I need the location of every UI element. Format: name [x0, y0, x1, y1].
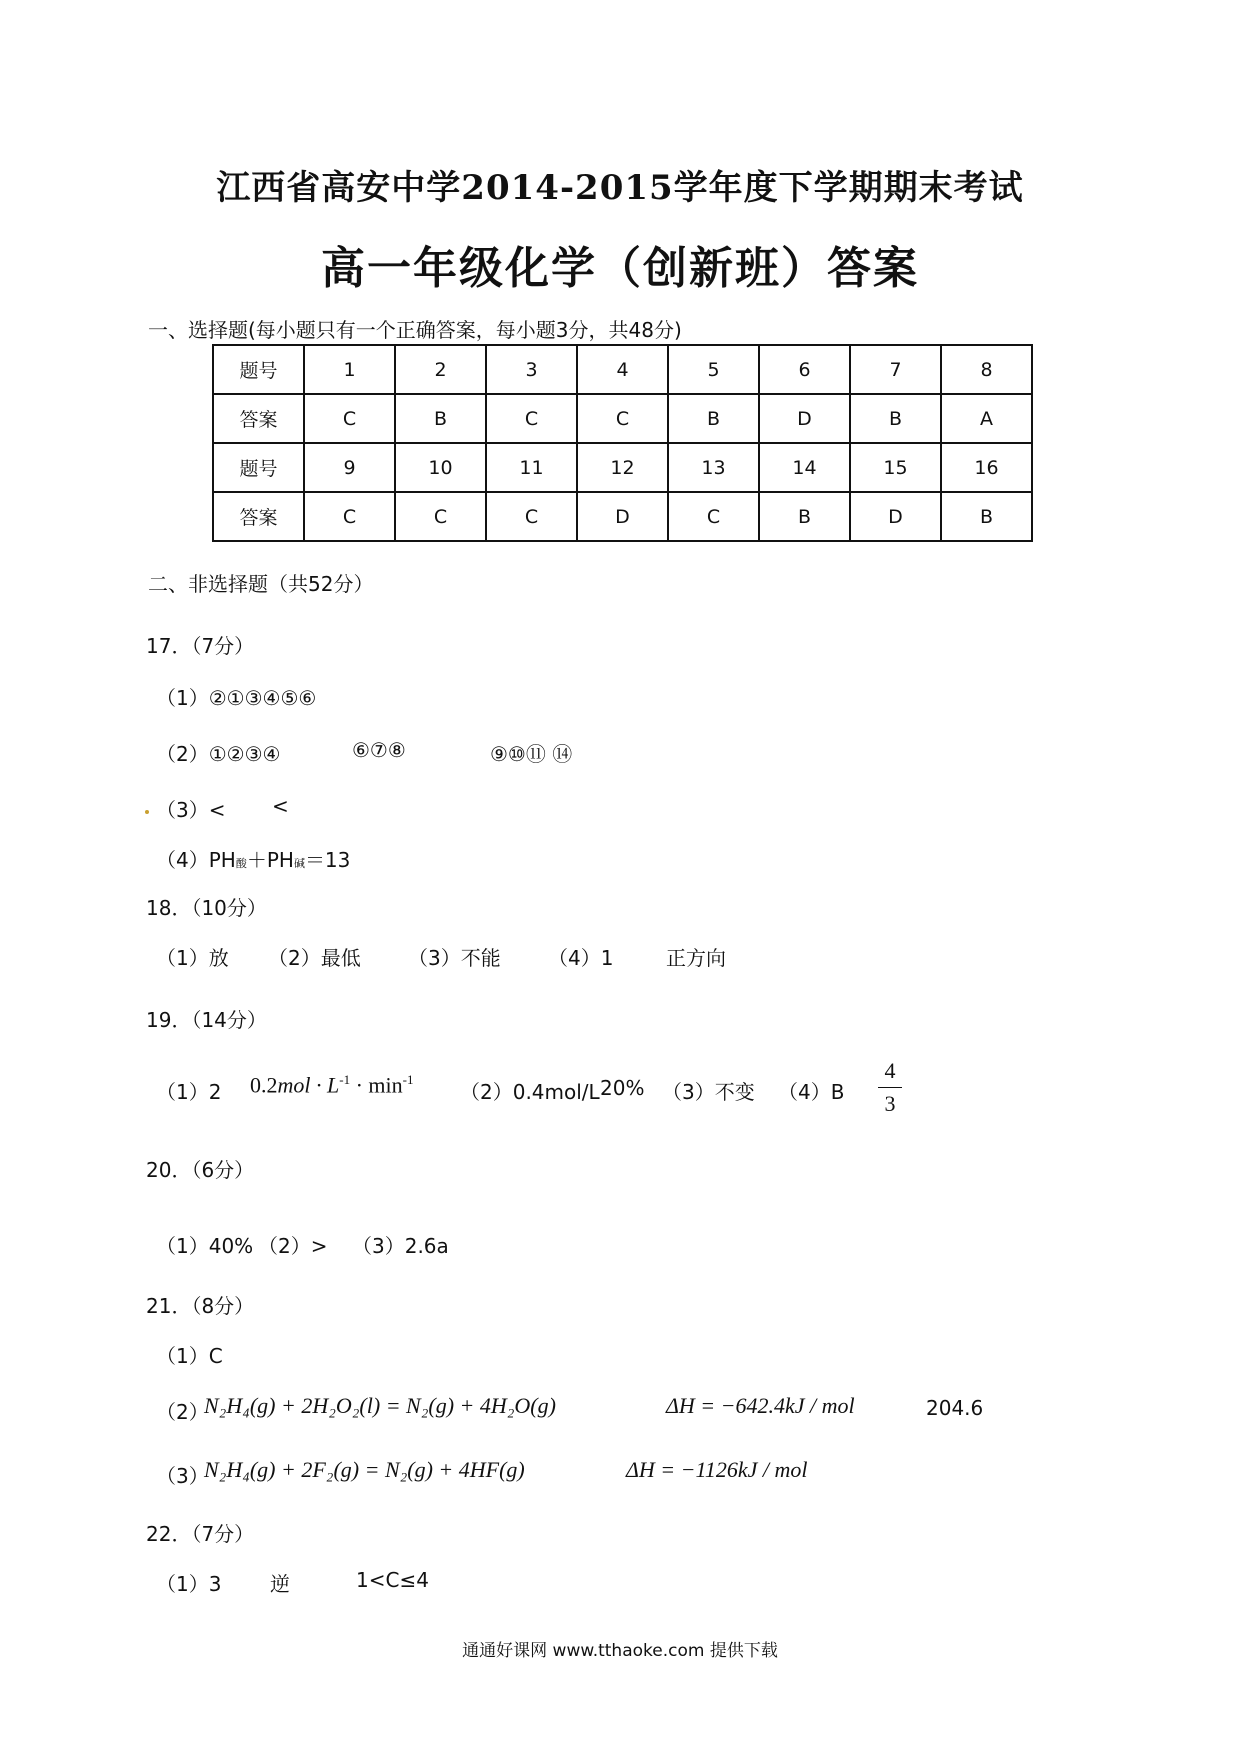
answer-table-cell: C: [304, 492, 395, 541]
q22-part1: （1）3: [156, 1572, 222, 1596]
answer-table-cell: C: [395, 492, 486, 541]
answer-table-row-header: 题号: [213, 345, 304, 394]
answer-table-row: [213, 492, 1032, 541]
stray-dot: [145, 810, 149, 814]
q20-header: 20．（6分）: [146, 1158, 255, 1182]
q21-part3-enthalpy: ΔH = −1126kJ / mol: [626, 1457, 808, 1482]
answer-table-cell: C: [304, 394, 395, 443]
q17-part4: [156, 844, 350, 873]
q21-part2-equation: N₂H₄(g) + 2H₂O₂(l) = N₂(g) + 4H₂O(g): [204, 1393, 556, 1418]
answer-table-cell: B: [941, 492, 1032, 541]
q21-part2-enthalpy: ΔH = −642.4kJ / mol: [666, 1393, 855, 1418]
q21-part3-equation: N₂H₄(g) + 2F₂(g) = N₂(g) + 4HF(g): [204, 1457, 525, 1482]
footer-source: 通通好课网 www.tthaoke.com 提供下载: [462, 1641, 778, 1661]
answer-table: [212, 344, 1033, 542]
answer-table-cell: 5: [668, 345, 759, 394]
q19-fraction-bar: [878, 1087, 902, 1088]
q19-rate: [250, 1072, 414, 1098]
q17-part3a: （3）<: [156, 798, 226, 822]
section2-heading: 二、非选择题（共52分）: [148, 572, 374, 596]
answer-table-cell: 11: [486, 443, 577, 492]
answer-table-cell: B: [850, 394, 941, 443]
answer-table-cell: C: [486, 394, 577, 443]
q19-part2-percent: 20%: [600, 1076, 645, 1100]
answer-table-cell: 4: [577, 345, 668, 394]
q20-part2: （2）>: [258, 1234, 328, 1258]
q21-part2-value: 204.6: [926, 1396, 984, 1420]
q17-part2b: ⑥⑦⑧: [352, 738, 406, 762]
answer-table-cell: B: [759, 492, 850, 541]
answer-table-cell: 15: [850, 443, 941, 492]
q17-part2a: （2）①②③④: [156, 742, 281, 766]
answer-table-cell: 16: [941, 443, 1032, 492]
q18-part1: （1）放: [156, 946, 229, 970]
answer-table-row-header: 答案: [213, 492, 304, 541]
answer-table-cell: D: [577, 492, 668, 541]
answer-table-cell: 12: [577, 443, 668, 492]
q21-header: 21．（8分）: [146, 1294, 255, 1318]
answer-table-row: [213, 394, 1032, 443]
answer-table-cell: 2: [395, 345, 486, 394]
q18-part4: （4）1: [548, 946, 614, 970]
answer-table-cell: D: [850, 492, 941, 541]
answer-table-cell: 7: [850, 345, 941, 394]
q19-rate-unit: mol · L: [277, 1072, 340, 1098]
answer-table-cell: C: [577, 394, 668, 443]
q19-rate-exp2: -1: [402, 1072, 414, 1087]
q21-part3-label: （3）: [156, 1464, 209, 1488]
q17-header: 17．（7分）: [146, 634, 255, 658]
page-title: 江西省高安中学2014-2015学年度下学期期末考试: [216, 168, 1024, 208]
q17-part2c: ⑨⑩⑪ ⑭: [490, 742, 573, 766]
answer-table-cell: 10: [395, 443, 486, 492]
answer-table-cell: C: [486, 492, 577, 541]
q19-header: 19．（14分）: [146, 1008, 267, 1032]
answer-table-cell: 6: [759, 345, 850, 394]
q17-part4-ph: （4）PH: [156, 848, 236, 872]
q18-header: 18．（10分）: [146, 896, 267, 920]
answer-table-cell: D: [759, 394, 850, 443]
q19-fraction-numerator: 4: [884, 1058, 896, 1083]
q21-part2-label: （2）: [156, 1400, 209, 1424]
q17-part4-sub-base: 碱: [293, 857, 305, 870]
q18-part3: （3）不能: [408, 946, 501, 970]
answer-table-cell: B: [395, 394, 486, 443]
q21-part1: （1）C: [156, 1344, 223, 1368]
q19-rate-exp: -1: [339, 1072, 351, 1087]
answer-table-cell: 8: [941, 345, 1032, 394]
answer-table-row: [213, 345, 1032, 394]
q19-rate-value: 0.2: [250, 1072, 278, 1098]
answer-table-cell: 3: [486, 345, 577, 394]
answer-table-cell: A: [941, 394, 1032, 443]
q18-part2: （2）最低: [268, 946, 361, 970]
q17-part4-end: ＝13: [304, 848, 351, 872]
answer-table-cell: 9: [304, 443, 395, 492]
q17-part3b: <: [272, 794, 289, 818]
answer-table-row: [213, 443, 1032, 492]
answer-table-row-header: 答案: [213, 394, 304, 443]
q19-part3: （3）不变: [662, 1080, 755, 1104]
q22-part1-range: 1<C≤4: [356, 1568, 429, 1592]
page-subtitle: 高一年级化学（创新班）答案: [321, 243, 919, 294]
answer-table-cell: 14: [759, 443, 850, 492]
answer-table-cell: 13: [668, 443, 759, 492]
answer-table-cell: B: [668, 394, 759, 443]
section1-heading: 一、选择题(每小题只有一个正确答案，每小题3分，共48分): [148, 318, 682, 342]
q18-part4-direction: 正方向: [666, 946, 726, 970]
q22-header: 22．（7分）: [146, 1522, 255, 1546]
q19-fraction-denominator: 3: [884, 1091, 896, 1116]
q20-part3: （3）2.6a: [352, 1234, 449, 1258]
answer-table-cell: C: [668, 492, 759, 541]
q19-fraction: [878, 1058, 902, 1117]
q17-part1: （1）②①③④⑤⑥: [156, 686, 317, 710]
q17-part4-sub-acid: 酸: [235, 857, 247, 870]
answer-table-cell: 1: [304, 345, 395, 394]
q19-part1: （1）2: [156, 1080, 222, 1104]
answer-table-row-header: 题号: [213, 443, 304, 492]
q22-part1-direction: 逆: [270, 1572, 290, 1596]
q19-part4: （4）B: [778, 1080, 845, 1104]
q17-part4-mid: ＋PH: [246, 848, 294, 872]
q19-rate-min: · min: [350, 1072, 403, 1098]
q19-part2: （2）0.4mol/L: [460, 1080, 600, 1104]
q20-part1: （1）40%: [156, 1234, 254, 1258]
